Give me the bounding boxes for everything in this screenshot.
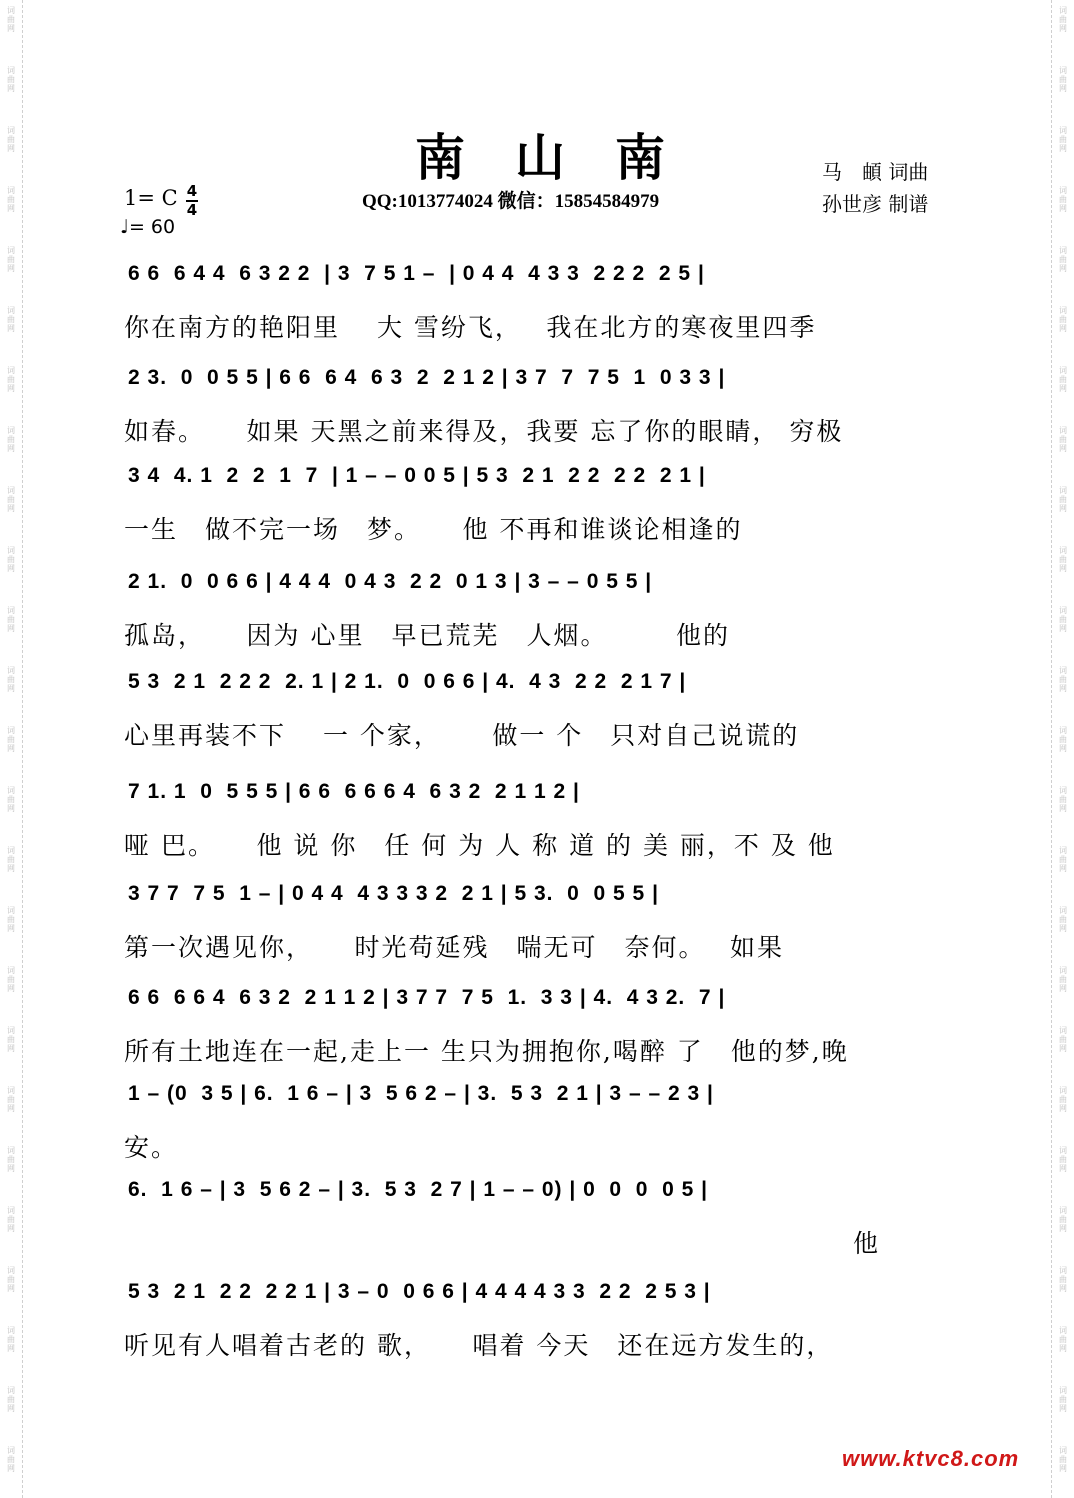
notation-line: 5 3 2 1 2 2 2 2. 1 | 2 1. 0 0 6 6 | 4. 4 3 2 2 2 1 7 | xyxy=(128,670,687,693)
watermark-text: 词 曲 网 xyxy=(1059,66,1067,93)
watermark-text: 词 曲 网 xyxy=(1059,1206,1067,1233)
watermark-text: 词 曲 网 xyxy=(1059,1146,1067,1173)
watermark-text: 词 曲 网 xyxy=(7,666,15,693)
watermark-text: 词 曲 网 xyxy=(1059,906,1067,933)
watermark-text: 词 曲 网 xyxy=(7,1086,15,1113)
watermark-text: 词 曲 网 xyxy=(7,486,15,513)
contact-info: QQ:1013774024 微信：15854584979 xyxy=(362,191,660,212)
watermark-text: 词 曲 网 xyxy=(7,1326,15,1353)
composer-credit: 马 頔 词曲 xyxy=(822,160,929,184)
notation-line: 7 1. 1 0 5 5 5 | 6 6 6 6 6 4 6 3 2 2 1 1 2 | xyxy=(128,780,580,803)
watermark-text: 词 曲 网 xyxy=(1059,1086,1067,1113)
watermark-text: 词 曲 网 xyxy=(7,726,15,753)
notation-line: 6. 1 6 – | 3 5 6 2 – | 3. 5 3 2 7 | 1 – – 0) | 0 0 0 0 5 | xyxy=(128,1178,709,1201)
watermark-text: 词 曲 网 xyxy=(7,846,15,873)
watermark-text: 词 曲 网 xyxy=(1059,246,1067,273)
time-signature-bottom: 4 xyxy=(186,201,198,219)
watermark-text: 词 曲 网 xyxy=(1059,426,1067,453)
watermark-text: 词 曲 网 xyxy=(1059,366,1067,393)
watermark-text: 词 曲 网 xyxy=(7,126,15,153)
notation-line: 2 1. 0 0 6 6 | 4 4 4 0 4 3 2 2 0 1 3 | 3 – – 0 5 5 | xyxy=(128,570,653,593)
notation-line: 5 3 2 1 2 2 2 2 1 | 3 – 0 0 6 6 | 4 4 4 4 3 3 2 2 2 5 3 | xyxy=(128,1280,711,1303)
notation-line: 6 6 6 4 4 6 3 2 2 | 3 7 5 1 – | 0 4 4 4 3 3 2 2 2 2 5 | xyxy=(128,262,705,285)
notation-line: 1 – (0 3 5 | 6. 1 6 – | 3 5 6 2 – | 3. 5 3 2 1 | 3 – – 2 3 | xyxy=(128,1082,714,1105)
lyric-line: 所有土地连在一起,走上一 生只为拥抱你,喝醉 了 他的梦,晚 xyxy=(124,1037,849,1066)
website-logo[interactable]: www.ktvc8.com xyxy=(842,1446,1020,1471)
watermark-text: 词 曲 网 xyxy=(1059,306,1067,333)
song-title: 南 山 南 xyxy=(415,128,665,187)
watermark-text: 词 曲 网 xyxy=(7,1206,15,1233)
lyric-line: 听见有人唱着古老的 歌， 唱着 今天 还在远方发生的， xyxy=(124,1331,834,1360)
watermark-text: 词 曲 网 xyxy=(1059,186,1067,213)
time-signature xyxy=(186,184,198,218)
notation-credit: 孙世彦 制谱 xyxy=(822,192,929,216)
lyric-line: 他 xyxy=(124,1229,881,1258)
watermark-text: 词 曲 网 xyxy=(1059,546,1067,573)
credits xyxy=(822,156,928,220)
tempo-marking: ♩= 60 xyxy=(120,216,176,238)
lyric-line: 你在南方的艳阳里 大 雪纷飞， 我在北方的寒夜里四季 xyxy=(124,313,817,342)
watermark-text: 词 曲 网 xyxy=(7,606,15,633)
watermark-text: 词 曲 网 xyxy=(7,186,15,213)
watermark-text: 词 曲 网 xyxy=(7,1386,15,1413)
notation-line: 2 3. 0 0 5 5 | 6 6 6 4 6 3 2 2 1 2 | 3 7 7 7 5 1 0 3 3 | xyxy=(128,366,726,389)
watermark-text: 词 曲 网 xyxy=(1059,1026,1067,1053)
watermark-text: 词 曲 网 xyxy=(7,426,15,453)
lyric-line: 哑 巴。 他 说 你 任 何 为 人 称 道 的 美 丽，不 及 他 xyxy=(124,831,835,860)
notation-line: 3 4 4. 1 2 2 1 7 | 1 – – 0 0 5 | 5 3 2 1 2 2 2 2 2 1 | xyxy=(128,464,706,487)
watermark-text: 词 曲 网 xyxy=(7,366,15,393)
notation-line: 6 6 6 6 4 6 3 2 2 1 1 2 | 3 7 7 7 5 1. 3 3 | 4. 4 3 2. 7 | xyxy=(128,986,726,1009)
watermark-text: 词 曲 网 xyxy=(7,546,15,573)
watermark-text: 词 曲 网 xyxy=(1059,786,1067,813)
watermark-text: 词 曲 网 xyxy=(1059,726,1067,753)
watermark-text: 词 曲 网 xyxy=(1059,126,1067,153)
watermark-text: 词 曲 网 xyxy=(7,6,15,33)
lyric-line: 安。 xyxy=(124,1133,179,1162)
lyric-line: 孤岛， 因为 心里 早已荒芜 人烟。 他的 xyxy=(124,621,730,650)
watermark-text: 词 曲 网 xyxy=(1059,1386,1067,1413)
watermark-text: 词 曲 网 xyxy=(7,246,15,273)
lyric-line: 如春。 如果 天黑之前来得及，我要 忘了你的眼睛， 穷极 xyxy=(124,417,844,446)
watermark-text: 词 曲 网 xyxy=(7,1266,15,1293)
watermark-text: 词 曲 网 xyxy=(7,1146,15,1173)
watermark-text: 词 曲 网 xyxy=(1059,1266,1067,1293)
watermark-text: 词 曲 网 xyxy=(7,1446,15,1473)
watermark-text: 词 曲 网 xyxy=(1059,6,1067,33)
lyric-line: 第一次遇见你， 时光苟延残 喘无可 奈何。 如果 xyxy=(124,933,784,962)
key-signature: 1= C xyxy=(124,186,178,210)
watermark-text: 词 曲 网 xyxy=(1059,966,1067,993)
lyric-line: 心里再装不下 一 个家， 做一 个 只对自己说谎的 xyxy=(124,721,800,750)
watermark-text: 词 曲 网 xyxy=(1059,1446,1067,1473)
watermark-text: 词 曲 网 xyxy=(7,966,15,993)
watermark-text: 词 曲 网 xyxy=(1059,1326,1067,1353)
watermark-text: 词 曲 网 xyxy=(7,786,15,813)
watermark-text: 词 曲 网 xyxy=(1059,846,1067,873)
notation-line: 3 7 7 7 5 1 – | 0 4 4 4 3 3 3 2 2 1 | 5 3. 0 0 5 5 | xyxy=(128,882,659,905)
watermark-text: 词 曲 网 xyxy=(7,66,15,93)
watermark-text: 词 曲 网 xyxy=(7,906,15,933)
watermark-text: 词 曲 网 xyxy=(7,306,15,333)
watermark-text: 词 曲 网 xyxy=(1059,486,1067,513)
watermark-text: 词 曲 网 xyxy=(1059,606,1067,633)
time-signature-top: 4 xyxy=(186,182,198,200)
watermark-text: 词 曲 网 xyxy=(7,1026,15,1053)
lyric-line: 一生 做不完一场 梦。 他 不再和谁谈论相逢的 xyxy=(124,515,743,544)
watermark-text: 词 曲 网 xyxy=(1059,666,1067,693)
